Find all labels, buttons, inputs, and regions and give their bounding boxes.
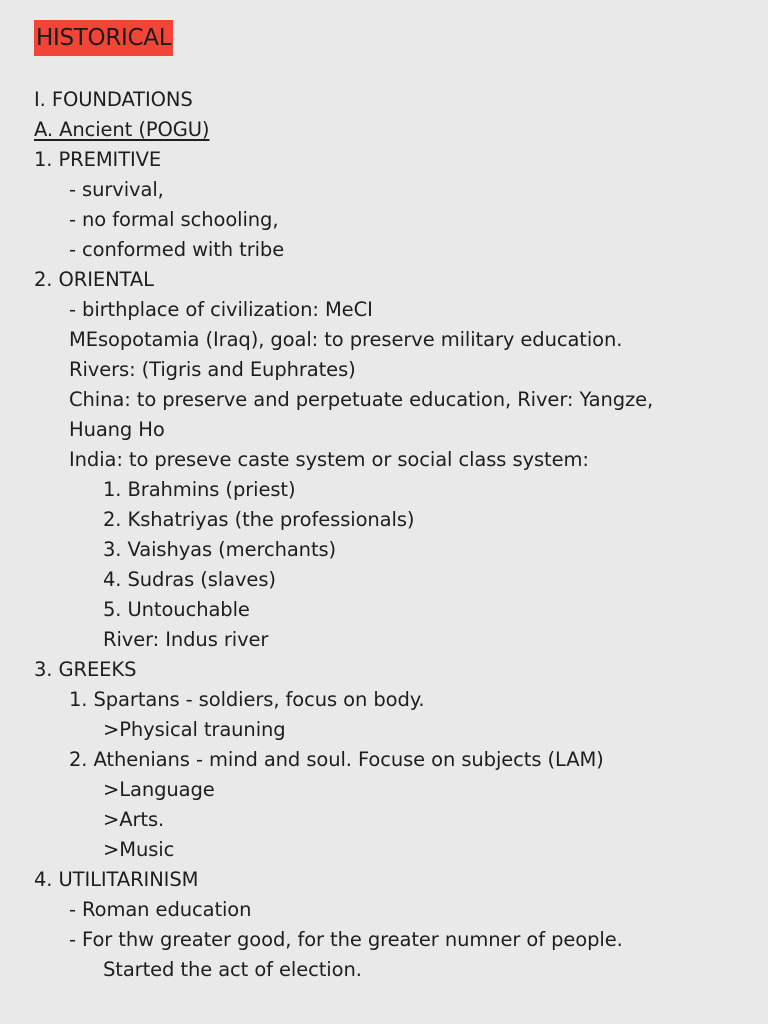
- section-heading: I. FOUNDATIONS: [34, 88, 193, 111]
- list-item: - survival,: [69, 178, 164, 201]
- list-item: - conformed with tribe: [69, 238, 285, 261]
- list-item: 1. Spartans - soldiers, focus on body.: [69, 688, 425, 711]
- list-item: China: to preserve and perpetuate education, River: Yangze,: [69, 388, 654, 411]
- list-item: River: Indus river: [103, 628, 269, 651]
- list-item: 5. Untouchable: [103, 598, 250, 621]
- list-item: - For thw greater good, for the greater numner of people.: [69, 928, 623, 951]
- list-item: 3. Vaishyas (merchants): [103, 538, 337, 561]
- heading-historical: HISTORICAL: [34, 20, 173, 56]
- list-item: India: to preseve caste system or social class system:: [69, 448, 589, 471]
- list-item: - birthplace of civilization: MeCI: [69, 298, 373, 321]
- list-item: >Arts.: [103, 808, 165, 831]
- list-item: MEsopotamia (Iraq), goal: to preserve military education.: [69, 328, 623, 351]
- subsection-heading: A. Ancient (POGU): [34, 118, 210, 141]
- list-item: 4. UTILITARINISM: [34, 868, 199, 891]
- list-item: 4. Sudras (slaves): [103, 568, 276, 591]
- list-item: - Roman education: [69, 898, 252, 921]
- list-item: 3. GREEKS: [34, 658, 137, 681]
- list-item: - no formal schooling,: [69, 208, 279, 231]
- list-item: >Physical trauning: [103, 718, 286, 741]
- list-item: >Music: [103, 838, 175, 861]
- list-item: 2. Athenians - mind and soul. Focuse on subjects (LAM): [69, 748, 604, 771]
- list-item: 1. Brahmins (priest): [103, 478, 296, 501]
- list-item: 2. Kshatriyas (the professionals): [103, 508, 415, 531]
- list-item: 2. ORIENTAL: [34, 268, 154, 291]
- list-item: >Language: [103, 778, 215, 801]
- list-item: Huang Ho: [69, 418, 165, 441]
- list-item: 1. PREMITIVE: [34, 148, 162, 171]
- list-item: Started the act of election.: [103, 958, 362, 981]
- list-item: Rivers: (Tigris and Euphrates): [69, 358, 356, 381]
